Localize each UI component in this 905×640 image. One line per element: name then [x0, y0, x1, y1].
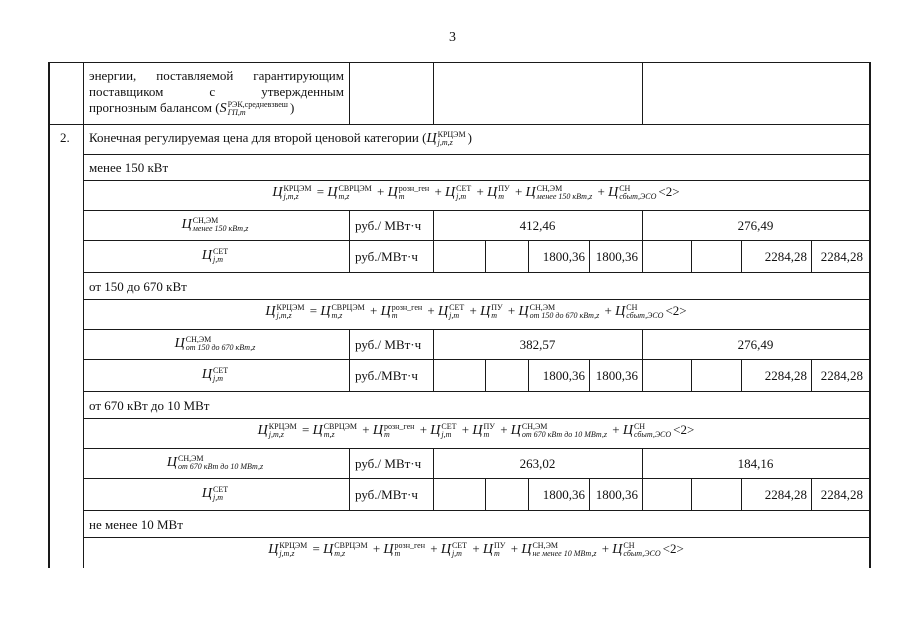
row-divider [83, 448, 871, 449]
network-value: 1800,36 [595, 249, 638, 264]
value-subcolumn-border [485, 359, 486, 391]
row-symbol-cn: Ц СН,ЭМ от 670 кВт до 10 МВт,z [166, 454, 264, 472]
row-unit: руб./МВт·ч [355, 487, 418, 502]
group-formula: Ц КРЦЭМ j,m,z = Ц СВРЦЭМ m,z + Ц розн_ген m + Ц СЕТ j,m + Ц ПУ m + Ц СН,ЭМ от 670 кВт до 10 МВт,z + Ц СН сбыт,ЭСО <2> [257, 422, 695, 440]
value-high-voltage: 276,49 [737, 218, 774, 233]
group-label: от 150 до 670 кВт [89, 279, 187, 294]
group-formula: Ц КРЦЭМ j,m,z = Ц СВРЦЭМ m,z + Ц розн_ген m + Ц СЕТ j,m + Ц ПУ m + Ц СН,ЭМ не менее 10 МВт,z + Ц СН сбыт,ЭСО <2> [268, 541, 684, 559]
value-high-voltage: 184,16 [737, 456, 774, 471]
row-divider [83, 299, 871, 300]
row-divider [83, 359, 871, 360]
value-subcolumn-border [691, 478, 692, 510]
row-divider [83, 329, 871, 330]
row-divider [83, 478, 871, 479]
value-subcolumn-border [691, 240, 692, 272]
row-symbol-set: Ц СЕТ j,m [201, 247, 229, 265]
value-low-voltage: 263,02 [519, 456, 556, 471]
table-top-border [48, 62, 871, 63]
row-divider [83, 418, 871, 419]
unit-column-border [349, 448, 350, 510]
value-subcolumn-border [691, 359, 692, 391]
row-divider [83, 240, 871, 241]
unit-column-border [349, 210, 350, 272]
value-subcolumn-border [485, 478, 486, 510]
row-symbol-set: Ц СЕТ j,m [201, 485, 229, 503]
network-value: 2284,28 [764, 487, 807, 502]
group-label: не менее 10 МВт [89, 517, 183, 532]
network-value: 1800,36 [595, 487, 638, 502]
row-divider [83, 391, 871, 392]
row-divider [48, 124, 871, 125]
row-divider [83, 537, 871, 538]
intro-line-2: поставщиком с утвержденным [89, 84, 344, 99]
group-formula: Ц КРЦЭМ j,m,z = Ц СВРЦЭМ m,z + Ц розн_ген m + Ц СЕТ j,m + Ц ПУ m + Ц СН,ЭМ менее 150 кВт,z + Ц СН сбыт,ЭСО <2> [272, 184, 680, 202]
intro-line-1: энергии, поставляемой гарантирующим [89, 68, 344, 83]
row-symbol-set: Ц СЕТ j,m [201, 366, 229, 384]
group-formula: Ц КРЦЭМ j,m,z = Ц СВРЦЭМ m,z + Ц розн_ген m + Ц СЕТ j,m + Ц ПУ m + Ц СН,ЭМ от 150 до 670 кВт,z + Ц СН сбыт,ЭСО <2> [265, 303, 687, 321]
value-low-voltage: 412,46 [519, 218, 556, 233]
row-unit: руб./ МВт·ч [355, 456, 422, 471]
intro-col-3 [642, 62, 643, 124]
network-value: 1800,36 [595, 368, 638, 383]
row-symbol-cn: Ц СН,ЭМ от 150 до 670 кВт,z [174, 335, 256, 353]
intro-col-2 [433, 62, 434, 124]
group-label: менее 150 кВт [89, 160, 169, 175]
network-value: 2284,28 [820, 368, 863, 383]
network-value: 2284,28 [764, 249, 807, 264]
row-unit: руб./ МВт·ч [355, 218, 422, 233]
row-unit: руб./МВт·ч [355, 368, 418, 383]
group-label: от 670 кВт до 10 МВт [89, 398, 210, 413]
unit-column-border [349, 329, 350, 391]
value-low-voltage: 382,57 [519, 337, 556, 352]
network-value: 1800,36 [542, 487, 585, 502]
row-unit: руб./МВт·ч [355, 249, 418, 264]
row-divider [83, 180, 871, 181]
row-symbol-cn: Ц СН,ЭМ менее 150 кВт,z [181, 216, 249, 234]
row-divider [83, 510, 871, 511]
table-left-border [48, 62, 50, 568]
network-value: 1800,36 [542, 368, 585, 383]
intro-line-3: прогнозным балансом (S РЭК,средневзвеш ГП,m ) [89, 100, 295, 118]
value-subcolumn-border [485, 240, 486, 272]
row-divider [83, 210, 871, 211]
intro-col-1 [349, 62, 350, 124]
section-number: 2. [60, 130, 70, 145]
network-value: 2284,28 [820, 487, 863, 502]
row-divider [83, 272, 871, 273]
section-title: Конечная регулируемая цена для второй ценовой категории (Ц КРЦЭМ j,m,z ) [89, 130, 472, 148]
row-unit: руб./ МВт·ч [355, 337, 422, 352]
network-value: 1800,36 [542, 249, 585, 264]
page-number: 3 [449, 30, 456, 45]
table-right-border [869, 62, 871, 568]
row-divider [83, 154, 871, 155]
network-value: 2284,28 [764, 368, 807, 383]
value-high-voltage: 276,49 [737, 337, 774, 352]
network-value: 2284,28 [820, 249, 863, 264]
